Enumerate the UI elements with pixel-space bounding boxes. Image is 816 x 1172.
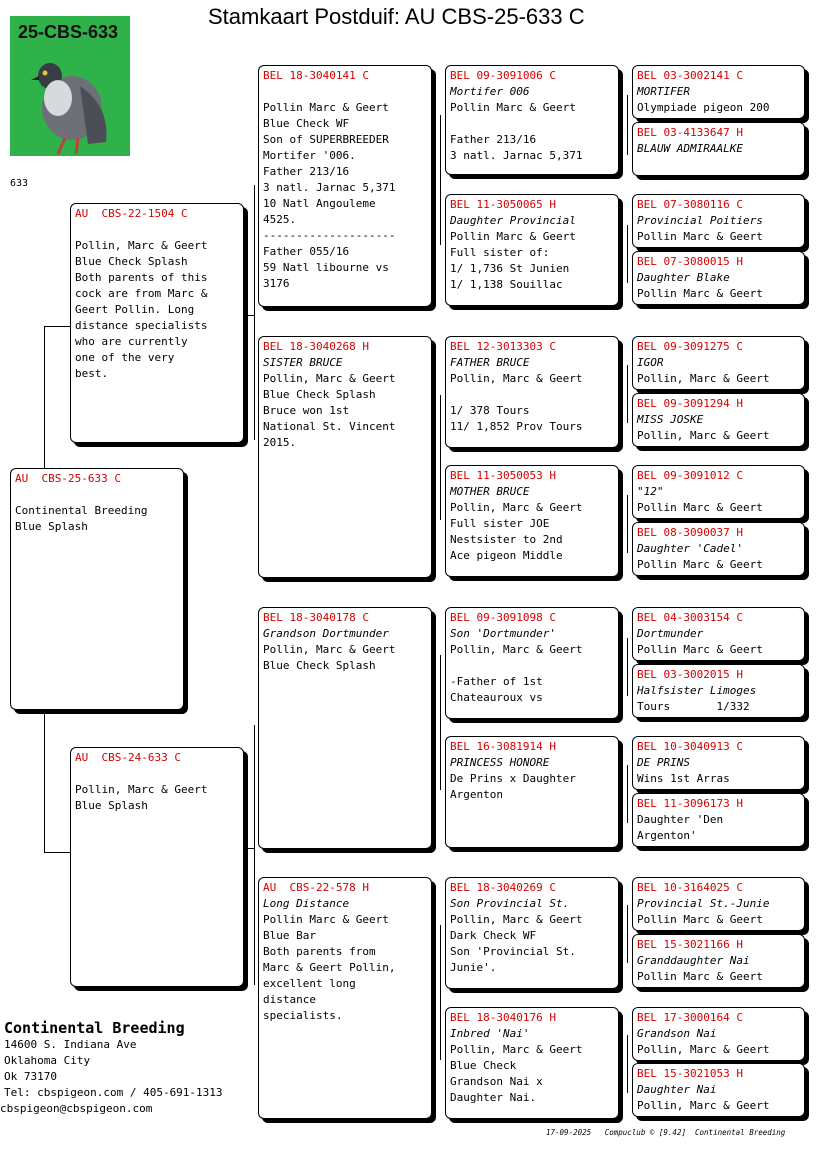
card-line: Pollin Marc & Geert: [637, 643, 763, 656]
card-line: -Father of 1st: [450, 675, 543, 688]
card-name: Son 'Dortmunder': [450, 627, 556, 640]
card-ring: BEL 12-3013303 C: [450, 340, 556, 353]
subject-ring: AU CBS-25-633 C: [15, 472, 121, 485]
card-line: Pollin, Marc & Geert: [263, 372, 396, 385]
card-ring: BEL 03-3002015 H: [637, 668, 743, 681]
sire-line: best.: [75, 367, 109, 380]
card-name: SISTER BRUCE: [263, 356, 343, 369]
card-name: FATHER BRUCE: [450, 356, 530, 369]
sire-line: Pollin, Marc & Geert: [75, 239, 208, 252]
card-line: specialists.: [263, 1009, 343, 1022]
card-line: Pollin, Marc & Geert: [450, 1043, 583, 1056]
card-line: 59 Natl libourne vs: [263, 261, 389, 274]
card-line: 1/ 1,736 St Junien: [450, 262, 570, 275]
photo-ring-label: 25-CBS-633: [18, 22, 119, 42]
dam-card[interactable]: [70, 747, 244, 987]
pedigree-card-gen3[interactable]: [445, 736, 619, 848]
owner-city: Oklahoma City: [4, 1054, 91, 1067]
card-line: 11/ 1,852 Prov Tours: [450, 420, 583, 433]
pedigree-card-gen4[interactable]: [632, 194, 805, 248]
card-line: 3 natl. Jarnac 5,371: [263, 181, 396, 194]
card-ring: BEL 09-3091006 C: [450, 69, 556, 82]
card-name: Provincial Poitiers: [637, 214, 763, 227]
card-line: Pollin Marc & Geert: [450, 230, 576, 243]
card-line: excellent long: [263, 977, 356, 990]
card-line: Father 213/16: [450, 133, 537, 146]
card-line: Son of SUPERBREEDER: [263, 133, 389, 146]
dam-line: Blue Splash: [75, 799, 148, 812]
card-name: MORTIFER: [637, 85, 690, 98]
card-ring: BEL 15-3021053 H: [637, 1067, 743, 1080]
card-name: Son Provincial St.: [450, 897, 570, 910]
card-line: Daughter 'Den: [637, 813, 724, 826]
card-line: Argenton': [637, 829, 697, 842]
card-ring: BEL 10-3164025 C: [637, 881, 743, 894]
card-line: 10 Natl Angouleme: [263, 197, 376, 210]
page-title: Stamkaart Postduif: AU CBS-25-633 C: [208, 4, 585, 29]
card-line: Full sister of:: [450, 246, 550, 259]
card-ring: BEL 03-4133647 H: [637, 126, 743, 139]
card-line: Pollin, Marc & Geert: [450, 501, 583, 514]
pedigree-card-gen4[interactable]: [632, 664, 805, 718]
card-ring: BEL 04-3003154 C: [637, 611, 743, 624]
pedigree-card-gen2[interactable]: [258, 65, 432, 307]
card-line: Nestsister to 2nd: [450, 533, 563, 546]
card-ring: BEL 18-3040269 C: [450, 881, 556, 894]
pedigree-card-gen4[interactable]: [632, 934, 805, 988]
card-line: Pollin, Marc & Geert: [450, 913, 583, 926]
card-line: Daughter Nai.: [450, 1091, 537, 1104]
card-ring: BEL 09-3091012 C: [637, 469, 743, 482]
sire-line: one of the very: [75, 351, 175, 364]
card-line: Grandson Nai x: [450, 1075, 543, 1088]
pedigree-card-gen4[interactable]: [632, 336, 805, 390]
sire-line: Both parents of this: [75, 271, 208, 284]
card-name: Daughter Blake: [637, 271, 730, 284]
pedigree-card-gen4[interactable]: [632, 251, 805, 305]
card-line: Pollin, Marc & Geert: [637, 1099, 770, 1112]
card-line: Ace pigeon Middle: [450, 549, 563, 562]
pedigree-card-gen4[interactable]: [632, 465, 805, 519]
card-ring: BEL 11-3050053 H: [450, 469, 556, 482]
owner-email[interactable]: cbspigeon@cbspigeon.com: [0, 1102, 153, 1115]
subject-line: Blue Splash: [15, 520, 88, 533]
card-name: Dortmunder: [637, 627, 704, 640]
card-ring: BEL 18-3040176 H: [450, 1011, 556, 1024]
pedigree-card-gen3[interactable]: [445, 1007, 619, 1119]
owner-address: 14600 S. Indiana Ave: [4, 1038, 137, 1051]
owner-info: [0, 1019, 223, 1117]
sire-line: Blue Check Splash: [75, 255, 188, 268]
card-line: Pollin Marc & Geert: [637, 558, 763, 571]
card-line: Pollin Marc & Geert: [263, 101, 389, 114]
card-name: Daughter 'Cadel': [637, 542, 743, 555]
card-ring: BEL 07-3080116 C: [637, 198, 743, 211]
pedigree-card-gen4[interactable]: [632, 393, 805, 447]
card-ring: BEL 15-3021166 H: [637, 938, 743, 951]
card-line: Pollin Marc & Geert: [637, 501, 763, 514]
card-line: Blue Bar: [263, 929, 316, 942]
card-line: Father 213/16: [263, 165, 350, 178]
pigeon-photo: [10, 16, 130, 156]
card-name: DE PRINS: [637, 756, 690, 769]
pedigree-card-gen3[interactable]: [445, 336, 619, 448]
pedigree-card-gen2[interactable]: [258, 877, 432, 1119]
card-name: IGOR: [637, 356, 664, 369]
sire-card[interactable]: [70, 203, 244, 443]
card-line: Pollin Marc & Geert: [637, 230, 763, 243]
card-line: Blue Check: [450, 1059, 517, 1072]
card-ring: BEL 10-3040913 C: [637, 740, 743, 753]
card-line: Wins 1st Arras: [637, 772, 730, 785]
card-line: Blue Check Splash: [263, 388, 376, 401]
subject-card[interactable]: [10, 468, 184, 710]
card-ring: BEL 18-3040268 H: [263, 340, 369, 353]
card-name: Long Distance: [263, 897, 350, 910]
card-line: Argenton: [450, 788, 503, 801]
card-ring: BEL 16-3081914 H: [450, 740, 556, 753]
card-ring: BEL 09-3091294 H: [637, 397, 743, 410]
pedigree-card-gen4[interactable]: [632, 522, 805, 576]
card-line: Olympiade pigeon 200: [637, 101, 770, 114]
card-line: Pollin, Marc & Geert: [450, 643, 583, 656]
pedigree-card-gen4[interactable]: [632, 793, 805, 847]
card-line: Blue Check WF: [263, 117, 350, 130]
card-line: Mortifer '006.: [263, 149, 356, 162]
card-ring: AU CBS-22-578 H: [263, 881, 369, 894]
card-line: Junie'.: [450, 961, 497, 974]
card-name: Mortifer 006: [450, 85, 530, 98]
card-name: Granddaughter Nai: [637, 954, 750, 967]
owner-name: Continental Breeding: [4, 1019, 185, 1037]
sire-line: who are currently: [75, 335, 188, 348]
card-name: Grandson Dortmunder: [263, 627, 389, 640]
sire-line: cock are from Marc &: [75, 287, 208, 300]
card-line: 4525.: [263, 213, 297, 226]
card-line: 3176: [263, 277, 290, 290]
card-ring: BEL 03-3002141 C: [637, 69, 743, 82]
sire-line: distance specialists: [75, 319, 208, 332]
pigeon-image: [10, 16, 130, 156]
pedigree-card-gen4[interactable]: [632, 607, 805, 661]
card-line: 1/ 1,138 Souillac: [450, 278, 563, 291]
card-line: Bruce won 1st: [263, 404, 350, 417]
card-ring: BEL 18-3040141 C: [263, 69, 369, 82]
card-line: Pollin Marc & Geert: [637, 287, 763, 300]
owner-contact[interactable]: Tel: cbspigeon.com / 405-691-1313: [4, 1086, 223, 1099]
card-name: MISS JOSKE: [637, 413, 704, 426]
pedigree-card-gen4[interactable]: [632, 122, 805, 176]
card-ring: BEL 08-3090037 H: [637, 526, 743, 539]
card-ring: BEL 07-3080015 H: [637, 255, 743, 268]
pedigree-card-gen3[interactable]: [445, 65, 619, 175]
card-ring: BEL 11-3050065 H: [450, 198, 556, 211]
card-line: 3 natl. Jarnac 5,371: [450, 149, 583, 162]
subject-line: Continental Breeding: [15, 504, 148, 517]
pedigree-card-gen4[interactable]: [632, 1063, 805, 1117]
card-line: Pollin, Marc & Geert: [637, 429, 770, 442]
card-line: De Prins x Daughter: [450, 772, 576, 785]
card-name: "12": [637, 485, 664, 498]
dam-ring: AU CBS-24-633 C: [75, 751, 181, 764]
sire-ring: AU CBS-22-1504 C: [75, 207, 188, 220]
card-line: Son 'Provincial St.: [450, 945, 576, 958]
pedigree-card-gen3[interactable]: [445, 465, 619, 577]
card-name: Daughter Nai: [637, 1083, 717, 1096]
card-line: Pollin Marc & Geert: [450, 101, 576, 114]
pigeon-code: 633: [10, 178, 29, 189]
card-line: Chateauroux vs: [450, 691, 543, 704]
card-ring: BEL 11-3096173 H: [637, 797, 743, 810]
pedigree-card-gen4[interactable]: [632, 877, 805, 931]
footer: 17-09-2025 Compuclub © [9.42] Continental Breeding: [546, 1128, 786, 1137]
pedigree-card-gen2[interactable]: [258, 336, 432, 578]
pedigree-card-gen3[interactable]: [445, 607, 619, 719]
card-line: Pollin, Marc & Geert: [263, 643, 396, 656]
card-line: Pollin, Marc & Geert: [637, 372, 770, 385]
card-line: National St. Vincent: [263, 420, 396, 433]
card-ring: BEL 09-3091098 C: [450, 611, 556, 624]
card-line: --------------------: [263, 229, 396, 242]
card-line: Pollin Marc & Geert: [263, 913, 389, 926]
card-name: Grandson Nai: [637, 1027, 717, 1040]
owner-state: Ok 73170: [4, 1070, 57, 1083]
card-name: Inbred 'Nai': [450, 1027, 530, 1040]
card-line: Father 055/16: [263, 245, 350, 258]
pedigree-card-gen4[interactable]: [632, 65, 805, 119]
pedigree-card-gen3[interactable]: [445, 194, 619, 306]
card-name: MOTHER BRUCE: [450, 485, 530, 498]
card-name: Daughter Provincial: [450, 214, 576, 227]
card-line: Both parents from: [263, 945, 376, 958]
card-name: BLAUW ADMIRAALKE: [637, 142, 743, 155]
card-line: Blue Check Splash: [263, 659, 376, 672]
card-line: Pollin Marc & Geert: [637, 913, 763, 926]
card-line: Dark Check WF: [450, 929, 537, 942]
card-line: 1/ 378 Tours: [450, 404, 530, 417]
card-ring: BEL 17-3000164 C: [637, 1011, 743, 1024]
card-name: Halfsister Limoges: [637, 684, 757, 697]
card-line: Pollin, Marc & Geert: [637, 1043, 770, 1056]
card-line: distance: [263, 993, 316, 1006]
card-line: Pollin, Marc & Geert: [450, 372, 583, 385]
pedigree-card-gen3[interactable]: [445, 877, 619, 989]
pedigree-card-gen4[interactable]: [632, 736, 805, 790]
card-line: Marc & Geert Pollin,: [263, 961, 396, 974]
pedigree-card-gen4[interactable]: [632, 1007, 805, 1061]
card-ring: BEL 09-3091275 C: [637, 340, 743, 353]
sire-line: Geert Pollin. Long: [75, 303, 195, 316]
card-line: Pollin Marc & Geert: [637, 970, 763, 983]
card-name: Provincial St.-Junie: [637, 897, 770, 910]
card-ring: BEL 18-3040178 C: [263, 611, 369, 624]
card-line: Full sister JOE: [450, 517, 550, 530]
card-name: PRINCESS HONORE: [450, 756, 550, 769]
pedigree-card-gen2[interactable]: [258, 607, 432, 849]
card-line: 2015.: [263, 436, 297, 449]
card-line: Tours 1/332: [637, 700, 750, 713]
dam-line: Pollin, Marc & Geert: [75, 783, 208, 796]
